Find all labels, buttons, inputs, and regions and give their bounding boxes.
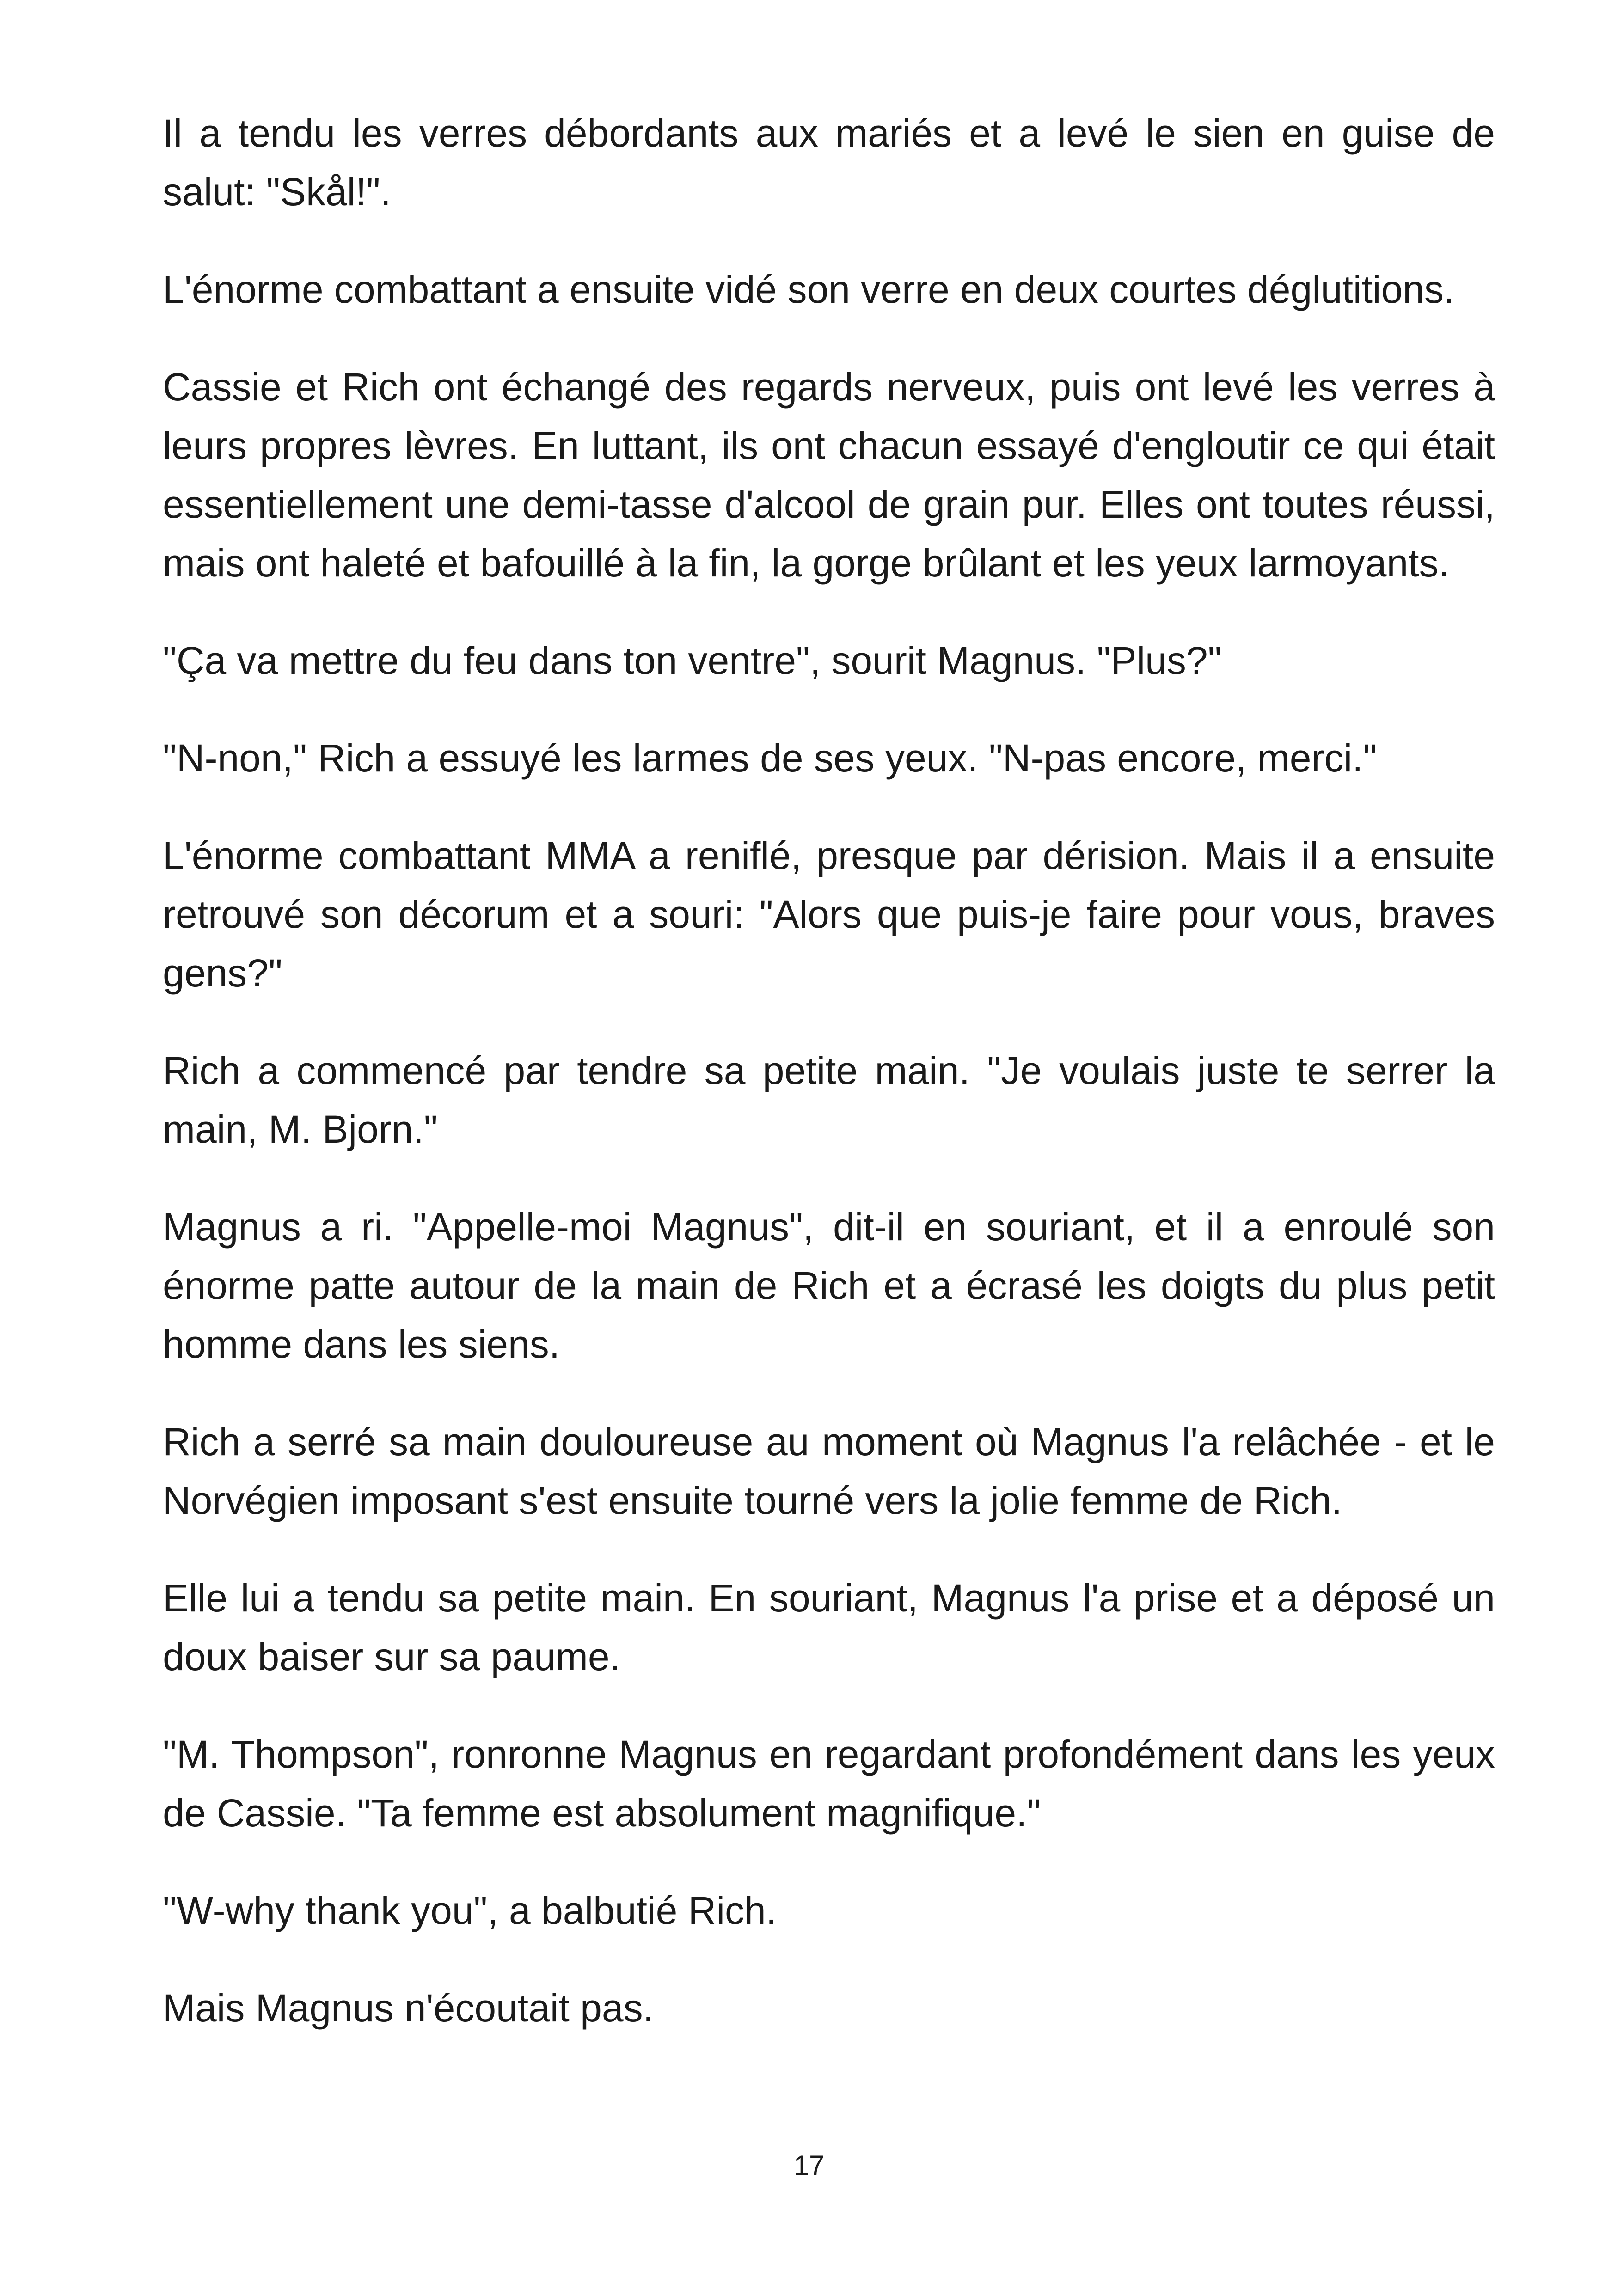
paragraph: Rich a commencé par tendre sa petite main. "Je voulais juste te serrer la main, M. Bjorn." — [163, 1049, 1495, 1151]
paragraph: L'énorme combattant MMA a reniflé, presque par dérision. Mais il a ensuite retrouvé son décorum et a souri: "Alors que puis-je faire pour vous, braves gens?" — [163, 834, 1495, 995]
paragraph: Il a tendu les verres débordants aux mariés et a levé le sien en guise de salut: "Skål!". — [163, 111, 1495, 214]
paragraph: Mais Magnus n'écoutait pas. — [163, 1986, 654, 2030]
paragraph: Cassie et Rich ont échangé des regards nerveux, puis ont levé les verres à leurs propres lèvres. En luttant, ils ont chacun essayé d'engloutir ce qui était essentiellement une demi-tasse d'alcool de grain pur. Elles ont toutes réussi, mais ont haleté et bafouillé à la fin, la gorge brûlant et les yeux larmoyants. — [163, 365, 1495, 585]
paragraph: Magnus a ri. "Appelle-moi Magnus", dit-il en souriant, et il a enroulé son énorme patte autour de la main de Rich et a écrasé les doigts du plus petit homme dans les siens. — [163, 1205, 1495, 1366]
paragraph: L'énorme combattant a ensuite vidé son verre en deux courtes déglutitions. — [163, 268, 1455, 311]
paragraph: "N-non," Rich a essuyé les larmes de ses yeux. "N-pas encore, merci." — [163, 736, 1377, 780]
body-text — [163, 104, 1495, 2076]
page-number: 17 — [793, 2150, 825, 2181]
paragraph: "M. Thompson", ronronne Magnus en regardant profondément dans les yeux de Cassie. "Ta femme est absolument magnifique." — [163, 1733, 1495, 1835]
paragraph: Rich a serré sa main douloureuse au moment où Magnus l'a relâchée - et le Norvégien imposant s'est ensuite tourné vers la jolie femme de Rich. — [163, 1420, 1495, 1522]
paragraph: Elle lui a tendu sa petite main. En souriant, Magnus l'a prise et a déposé un doux baiser sur sa paume. — [163, 1576, 1495, 1678]
paragraph: "W-why thank you", a balbutié Rich. — [163, 1889, 777, 1932]
paragraph: "Ça va mettre du feu dans ton ventre", sourit Magnus. "Plus?" — [163, 639, 1222, 682]
